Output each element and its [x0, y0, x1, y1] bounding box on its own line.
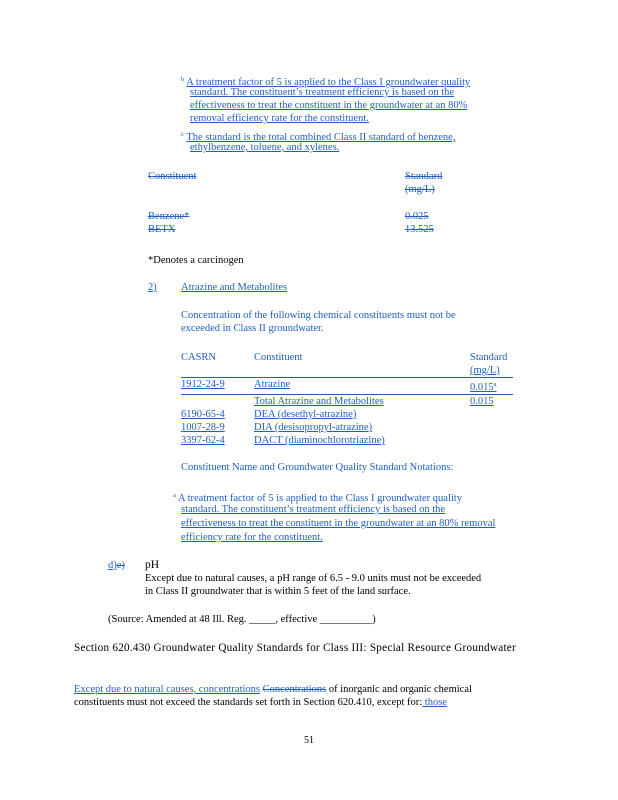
cell-casrn: 1007-28-9 — [181, 422, 225, 433]
table-header-row — [181, 364, 513, 378]
cell-standard — [470, 408, 513, 421]
cell-standard — [470, 378, 513, 395]
footnote-a-line: effectiveness to treat the constituent in the groundwater at an 80% removal — [181, 518, 496, 529]
cell-constituent: DEA (desethyl-atrazine) — [254, 409, 357, 420]
cell-constituent: Atrazine — [254, 379, 291, 390]
ph-line: Except due to natural causes, a pH range of 6.5 - 9.0 units must not be exceeded — [145, 573, 482, 584]
deleted-row-standard: 13.525 — [405, 224, 434, 235]
cell-casrn: 3397-62-4 — [181, 435, 225, 446]
source-note: (Source: Amended at 48 Ill. Reg. _____, effective __________) — [108, 614, 376, 625]
footnote-a-line: standard. The constituent’s treatment efficiency is based on the — [181, 504, 446, 515]
ph-label-old: e) — [116, 560, 125, 571]
deleted-header-units: (mg/L) — [405, 184, 435, 195]
table-header-row — [181, 351, 513, 364]
deleted-row-standard: 0.025 — [405, 211, 429, 222]
deleted-header-standard: Standard — [405, 171, 443, 182]
header-constituent: Constituent — [254, 352, 303, 363]
ph-label-new: d) — [108, 560, 117, 571]
atrazine-table — [181, 351, 513, 447]
footnote-b-line: A treatment factor of 5 is applied to the Class I groundwater quality — [186, 77, 471, 88]
footnote-b-marker: b — [181, 76, 185, 83]
cell-constituent: DIA (desisopropyl-atrazine) — [254, 422, 373, 433]
footnote-c-line: The standard is the total combined Class II standard of benzene, — [186, 132, 456, 143]
final-paragraph-line — [74, 697, 447, 710]
carcinogen-note: *Denotes a carcinogen — [148, 255, 244, 266]
deleted-header-constituent: Constituent — [148, 171, 197, 182]
table-row — [181, 434, 513, 447]
standard-note: a — [493, 381, 497, 388]
ph-label — [108, 560, 125, 573]
table-row — [181, 395, 513, 409]
deleted-text: Concentrations — [262, 684, 327, 695]
section2-intro-line: exceeded in Class II groundwater. — [181, 323, 324, 334]
section2-number: 2) — [148, 282, 157, 293]
footnote-a-line: A treatment factor of 5 is applied to the Class I groundwater quality — [177, 493, 462, 504]
table-row — [181, 378, 513, 395]
table-row — [181, 408, 513, 421]
ph-title: pH — [145, 559, 160, 571]
footnote-a-line: efficiency rate for the constituent. — [181, 532, 323, 543]
deleted-row-constituent: BETX — [148, 224, 176, 235]
ph-line: in Class II groundwater that is within 5 feet of the land surface. — [145, 586, 411, 597]
footnote-b-line: standard. The constituent’s treatment efficiency is based on the — [190, 87, 455, 98]
table-row — [181, 421, 513, 434]
cell-casrn: 1912-24-9 — [181, 379, 225, 390]
paragraph-text: constituents must not exceed the standards set forth in Section 620.410, except for: — [74, 697, 423, 708]
header-casrn: CASRN — [181, 352, 217, 363]
final-paragraph-line — [74, 684, 472, 697]
section-heading: Section 620.430 Groundwater Quality Standards for Class III: Special Resource Groundwater — [74, 642, 516, 654]
cell-casrn: 6190-65-4 — [181, 409, 225, 420]
page-number: 51 — [304, 735, 314, 746]
inserted-text: Except due to natural causes, concentrations — [74, 684, 261, 695]
footnote-c-marker: c — [181, 131, 184, 138]
cell-casrn — [181, 395, 254, 409]
cell-standard — [470, 434, 513, 447]
inserted-text: those — [422, 697, 447, 708]
footnote-a-marker: a — [173, 492, 176, 499]
standard-value: 0.015 — [470, 382, 494, 393]
section2-title: Atrazine and Metabolites — [181, 282, 288, 293]
footnote-b-line: effectiveness to treat the constituent in the groundwater at an 80% — [190, 100, 468, 111]
paragraph-text: of inorganic and organic chemical — [328, 684, 472, 695]
deleted-row-constituent: Benzene* — [148, 211, 190, 222]
notations-heading: Constituent Name and Groundwater Quality Standard Notations: — [181, 462, 454, 473]
header-units: (mg/L) — [470, 365, 500, 376]
footnote-c-line: ethylbenzene, toluene, and xylenes. — [190, 142, 340, 153]
cell-standard: 0.015 — [470, 396, 494, 407]
cell-constituent: DACT (diaminochlorotriazine) — [254, 435, 385, 446]
cell-constituent: Total Atrazine and Metabolites — [254, 396, 384, 407]
footnote-b-line: removal efficiency rate for the constituent. — [190, 113, 369, 124]
section2-intro-line: Concentration of the following chemical constituents must not be — [181, 310, 456, 321]
cell-standard — [470, 421, 513, 434]
header-standard: Standard — [470, 352, 508, 363]
